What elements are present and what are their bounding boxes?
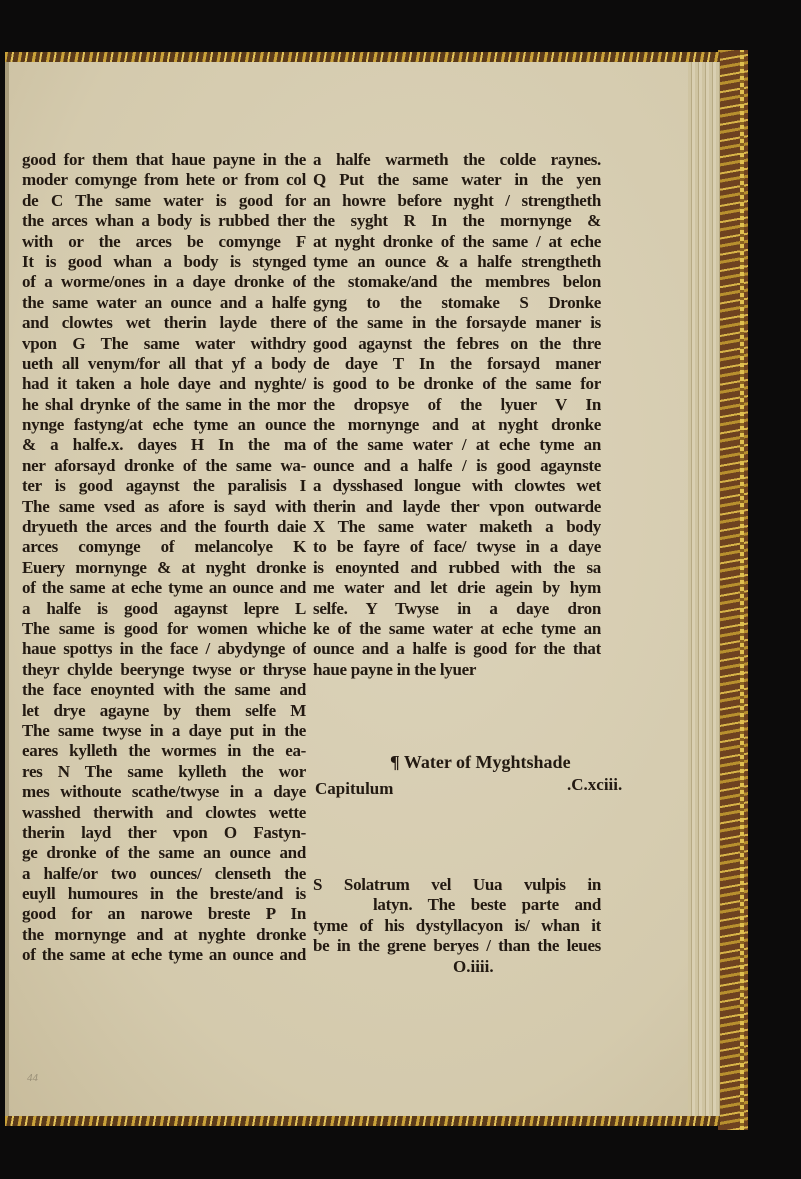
text-line: dryueth the arces and the fourth daie <box>22 517 306 537</box>
text-line: ke of the same water at eche tyme an <box>313 618 601 638</box>
text-line: a halfe/or two ounces/ clenseth the <box>22 863 306 883</box>
text-line: therin layd ther vpon O Fastyn- <box>22 822 306 842</box>
text-line: latyn. The beste parte and <box>373 895 601 915</box>
text-line: tyme of his dystyllacyon is/ whan it <box>313 915 601 935</box>
text-line: eares kylleth the wormes in the ea- <box>22 741 306 761</box>
text-line: haue payne in the lyuer <box>313 659 477 679</box>
text-line: euyll humoures in the breste/and is <box>22 884 306 904</box>
text-line: tyme an ounce & a halfe strengtheth <box>313 251 601 271</box>
text-line: had it taken a hole daye and nyghte/ <box>22 374 306 394</box>
text-line: the stomake/and the membres belon <box>313 272 601 292</box>
text-line: wasshed therwith and clowtes wette <box>22 802 306 822</box>
text-line: ueth all venym/for all that yf a body <box>22 353 306 373</box>
section-text <box>313 875 601 957</box>
book-binding-edge <box>718 50 748 1130</box>
text-line: theyr chylde beerynge twyse or thryse <box>22 659 306 679</box>
gilt-border-bottom <box>5 1116 720 1126</box>
text-line: is enoynted and rubbed with the sa <box>313 557 601 577</box>
text-line: selfe. Y Twyse in a daye dron <box>313 598 601 618</box>
text-line: vpon G The same water withdry <box>22 333 306 353</box>
chapter-capitulum: Capitulum <box>315 779 394 798</box>
gilt-border-top <box>5 52 720 62</box>
right-text-column <box>313 150 601 680</box>
text-line: good for them that haue payne in the <box>22 150 306 169</box>
text-line: X The same water maketh a body <box>313 517 601 537</box>
text-line: gyng to the stomake S Dronke <box>313 292 601 312</box>
text-line: the syght R In the mornynge & <box>313 211 601 231</box>
text-line: a dysshased longue with clowtes wet <box>313 476 601 496</box>
text-line: to be fayre of face/ twyse in a daye <box>313 537 601 557</box>
text-line: ounce and a halfe is good for the that <box>313 639 601 659</box>
text-line: a halfe warmeth the colde raynes. <box>313 150 601 169</box>
text-line: with or the arces be comynge F <box>22 231 306 251</box>
text-line: let drye agayne by them selfe M <box>22 700 306 720</box>
text-line: Q Put the same water in the yen <box>313 170 601 190</box>
text-line: the dropsye of the lyuer V In <box>313 394 601 414</box>
text-line: ter is good agaynst the paralisis I <box>22 476 306 496</box>
text-line: de daye T In the forsayd maner <box>313 353 601 373</box>
text-line: ge dronke of the same an ounce and <box>22 843 306 863</box>
text-line: good agaynst the febres on the thre <box>313 333 601 353</box>
text-line: at nyght dronke of the same / at eche <box>313 231 601 251</box>
text-line: of the same water / at eche tyme an <box>313 435 601 455</box>
text-line: be in the grene beryes / than the leues <box>313 936 601 956</box>
text-line: the arces whan a body is rubbed ther <box>22 211 306 231</box>
text-line: arces comynge of melancolye K <box>22 537 306 557</box>
text-line: Euery mornynge & at nyght dronke <box>22 557 306 577</box>
text-line: me water and let drie agein by hym <box>313 578 601 598</box>
text-line: of the same in the forsayde maner is <box>313 313 601 333</box>
text-line: moder comynge from hete or from col <box>22 170 306 190</box>
signature-mark: O.iiii. <box>453 957 494 976</box>
text-line: res N The same kylleth the wor <box>22 761 306 781</box>
pencil-note: 44 <box>27 1072 38 1084</box>
text-line: de C The same water is good for <box>22 190 306 210</box>
text-line: therin and layde ther vpon outwarde <box>313 496 601 516</box>
folio-number: .C.xciii. <box>567 775 623 794</box>
text-line: of the same at eche tyme an ounce and <box>22 945 306 965</box>
text-line: The same is good for women whiche <box>22 618 306 638</box>
text-line: & a halfe.x. dayes H In the ma <box>22 435 306 455</box>
text-line: a halfe is good agaynst lepre L <box>22 598 306 618</box>
text-line: of the same at eche tyme an ounce and <box>22 578 306 598</box>
text-line: good for an narowe breste P In <box>22 904 306 924</box>
text-line: of a worme/ones in a daye dronke of <box>22 272 306 292</box>
text-line: mes withoute scathe/twyse in a daye <box>22 782 306 802</box>
text-line: ounce and a halfe / is good agaynste <box>313 455 601 475</box>
text-line: The same twyse in a daye put in the <box>22 720 306 740</box>
text-line: haue spottys in the face / abydynge of <box>22 639 306 659</box>
chapter-title: ¶ Water of Myghtshade <box>390 752 571 772</box>
text-line: ner aforsayd dronke of the same wa- <box>22 455 306 475</box>
text-line: nynge fastyng/at eche tyme an ounce <box>22 415 306 435</box>
text-line: is good to be dronke of the same for <box>313 374 601 394</box>
page-edges <box>688 62 720 1116</box>
text-line: an howre before nyght / strengtheth <box>313 190 601 210</box>
left-text-column <box>22 150 306 966</box>
text-line: S Solatrum vel Uua vulpis in <box>313 875 601 894</box>
text-line: It is good whan a body is stynged <box>22 251 306 271</box>
book-page <box>5 62 688 1116</box>
text-line: he shal drynke of the same in the mor <box>22 394 306 414</box>
text-line: the mornynge and at nyghte dronke <box>22 924 306 944</box>
text-line: the same water an ounce and a halfe <box>22 292 306 312</box>
text-line: the mornynge and at nyght dronke <box>313 415 601 435</box>
text-line: the face enoynted with the same and <box>22 680 306 700</box>
text-line: The same vsed as afore is sayd with <box>22 496 306 516</box>
text-line: and clowtes wet therin layde there <box>22 313 306 333</box>
